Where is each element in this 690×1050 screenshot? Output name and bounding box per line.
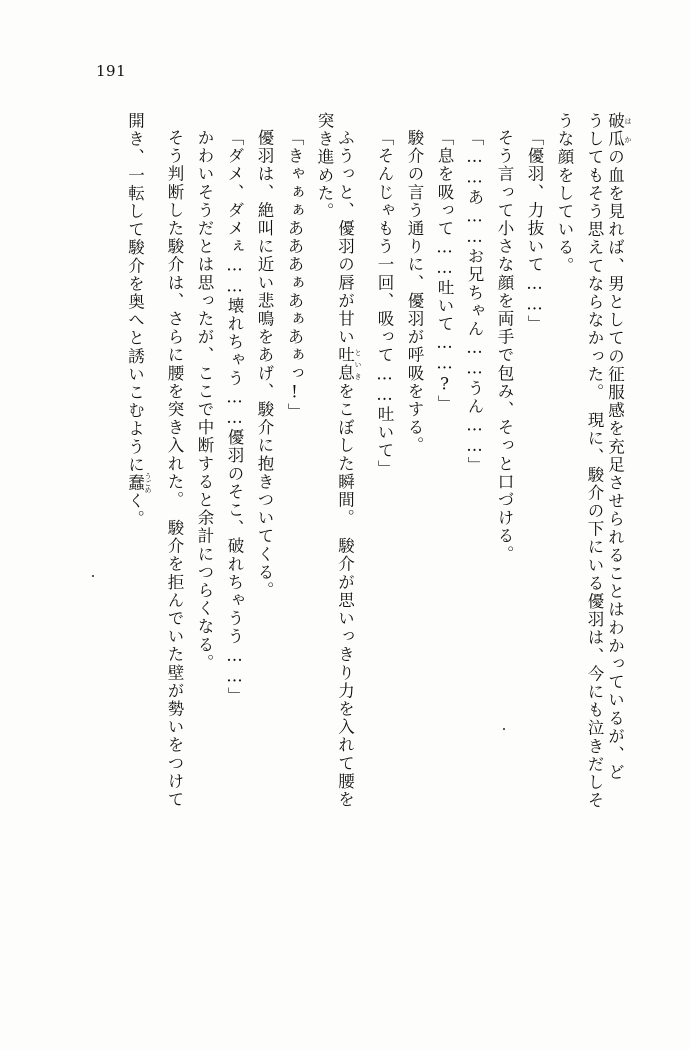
text-column: 優羽は、絶叫に近い悲鳴をあげ、駿介に抱きついてくる。: [255, 129, 274, 600]
text-column: 「息を吸って……吐いて……?」: [435, 129, 454, 413]
text-column: 「優羽、力抜いて……」: [525, 129, 544, 334]
text-column: 「きゃぁぁあああぁあぁあぁっ!」: [285, 129, 304, 422]
text-column: 「そんじゃもう一回、吸って……吐いて」: [375, 129, 394, 478]
text-column: うしてもそう思えてならなかった。 現に、駿介の下にいる優羽は、今にも泣きだしそ: [585, 112, 604, 810]
ink-speck: [503, 728, 505, 730]
text-column: 「ダメ、ダメぇ……壊れちゃう……優羽のそこ、破れちゃうう……」: [225, 129, 244, 706]
vertical-text-body: [62, 112, 632, 942]
page-number: 191: [96, 62, 127, 80]
text-column: ふうっと、優羽の唇が甘い吐息 といきをこぼした瞬間。 駿介が思いっきり力を入れて腰を: [335, 129, 362, 809]
text-column: 開き、一転して駿介を奥へと誘いこむように蠢 うごめく。: [125, 112, 152, 529]
text-column: 「……あ……お兄ちゃん……うん……」: [465, 129, 484, 475]
text-column: 突き進めた。: [315, 112, 334, 221]
text-column: 駿介の言う通りに、優羽が呼吸をする。: [405, 129, 424, 455]
ink-speck: [92, 575, 94, 577]
text-column: そう判断した駿介は、さらに腰を突き入れた。 駿介を拒んでいた壁が勢いをつけて: [165, 129, 184, 809]
text-column: かわいそうだとは思ったが、ここで中断すると余計につらくなる。: [195, 129, 214, 672]
text-column: そう言って小さな顔を両手で包み、そっと口づける。: [495, 129, 514, 564]
text-column: 破瓜 はかの血を見れば、男としての征服感を充足させられることはわかっているが、ど: [605, 112, 632, 782]
text-column: うな顔をしている。: [555, 112, 574, 275]
